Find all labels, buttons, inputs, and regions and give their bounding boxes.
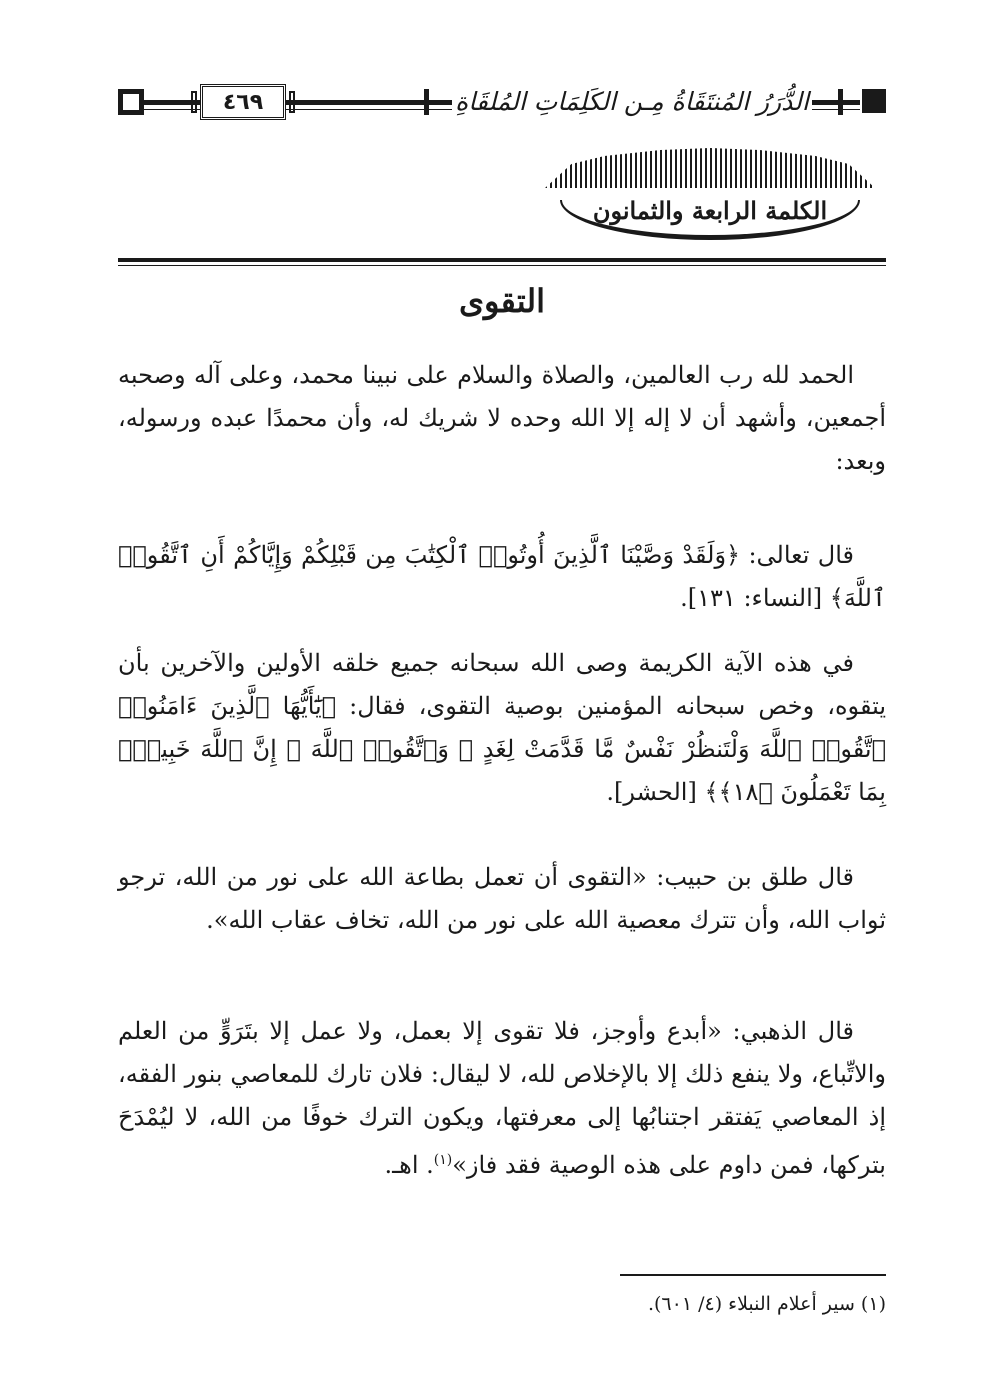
paragraph-3: في هذه الآية الكريمة وصى الله سبحانه جميع خلقه الأولين والآخرين بأن يتقوه، وخص سبحانه المؤمنين بوصية التقوى، فقال: ﴿يَٰٓأَيُّهَا ٱلَّذِينَ ءَامَنُوا۟ ٱتَّقُوا۟ ٱللَّهَ وَلْتَنظُرْ نَفْسٌ مَّا قَدَّمَتْ لِغَدٍ ۖ وَٱتَّقُوا۟ ٱللَّهَ ۚ إِنَّ ٱللَّهَ خَبِيرٌۢ بِمَا تَعْمَلُونَ ﴿١٨﴾﴾ [الحشر]. (118, 649, 886, 806)
chapter-label: الكلمة الرابعة والثمانون (592, 196, 828, 225)
chapter-ornament (545, 148, 875, 188)
header-bar-right (838, 89, 843, 115)
footnote: (١) سير أعلام النبلاء (٤/ ٦٠١). (647, 1293, 886, 1315)
paragraph-5 (118, 1010, 886, 1187)
book-title: الدُّرَرُ المُنتَقَاةُ مِـن الكَلِمَاتِ المُلقَاةِ (452, 80, 812, 124)
paragraph-5-end: . اهـ. (384, 1151, 434, 1179)
footnote-ref: (١) (433, 1152, 453, 1168)
header-square-solid (862, 89, 886, 113)
page-number: ٤٦٩ (200, 84, 286, 120)
footnote-rule (620, 1274, 886, 1276)
header-square-hollow (118, 89, 144, 115)
section-divider-thin (118, 265, 886, 266)
paragraph-4: قال طلق بن حبيب: «التقوى أن تعمل بطاعة الله على نور من الله، ترجو ثواب الله، وأن تترك معصية الله على نور من الله، تخاف عقاب الله». (118, 863, 886, 934)
section-divider (118, 258, 886, 262)
header-bar-left (424, 89, 429, 115)
paragraph-5-text: قال الذهبي: «أبدع وأوجز، فلا تقوى إلا بعمل، ولا عمل إلا بتَرَوٍّ من العلم والاتِّباع، ولا ينفع ذلك إلا بالإخلاص لله، لا ليقال: فلان تارك للمعاصي بنور الفقه، إذ المعاصي يَفتقر اجتنابُها إلى معرفتها، ويكون الترك خوفًا من الله، لا ليُمْدَحَ بتركها، فمن داوم على هذه الوصية فقد فاز» (118, 1017, 886, 1179)
paragraph-2: قال تعالى: ﴿وَلَقَدْ وَصَّيْنَا ٱلَّذِينَ أُوتُوا۟ ٱلْكِتَٰبَ مِن قَبْلِكُمْ وَإِيَّاكُمْ أَنِ ٱتَّقُوا۟ ٱللَّهَ﴾ [النساء: ١٣١]. (118, 541, 886, 612)
paragraph-1: الحمد لله رب العالمين، والصلاة والسلام على نبينا محمد، وعلى آله وصحبه أجمعين، وأشهد أن لا إله إلا الله وحده لا شريك له، وأن محمدًا عبده ورسوله، وبعد: (118, 361, 886, 475)
topic-title: التقوى (458, 282, 546, 320)
